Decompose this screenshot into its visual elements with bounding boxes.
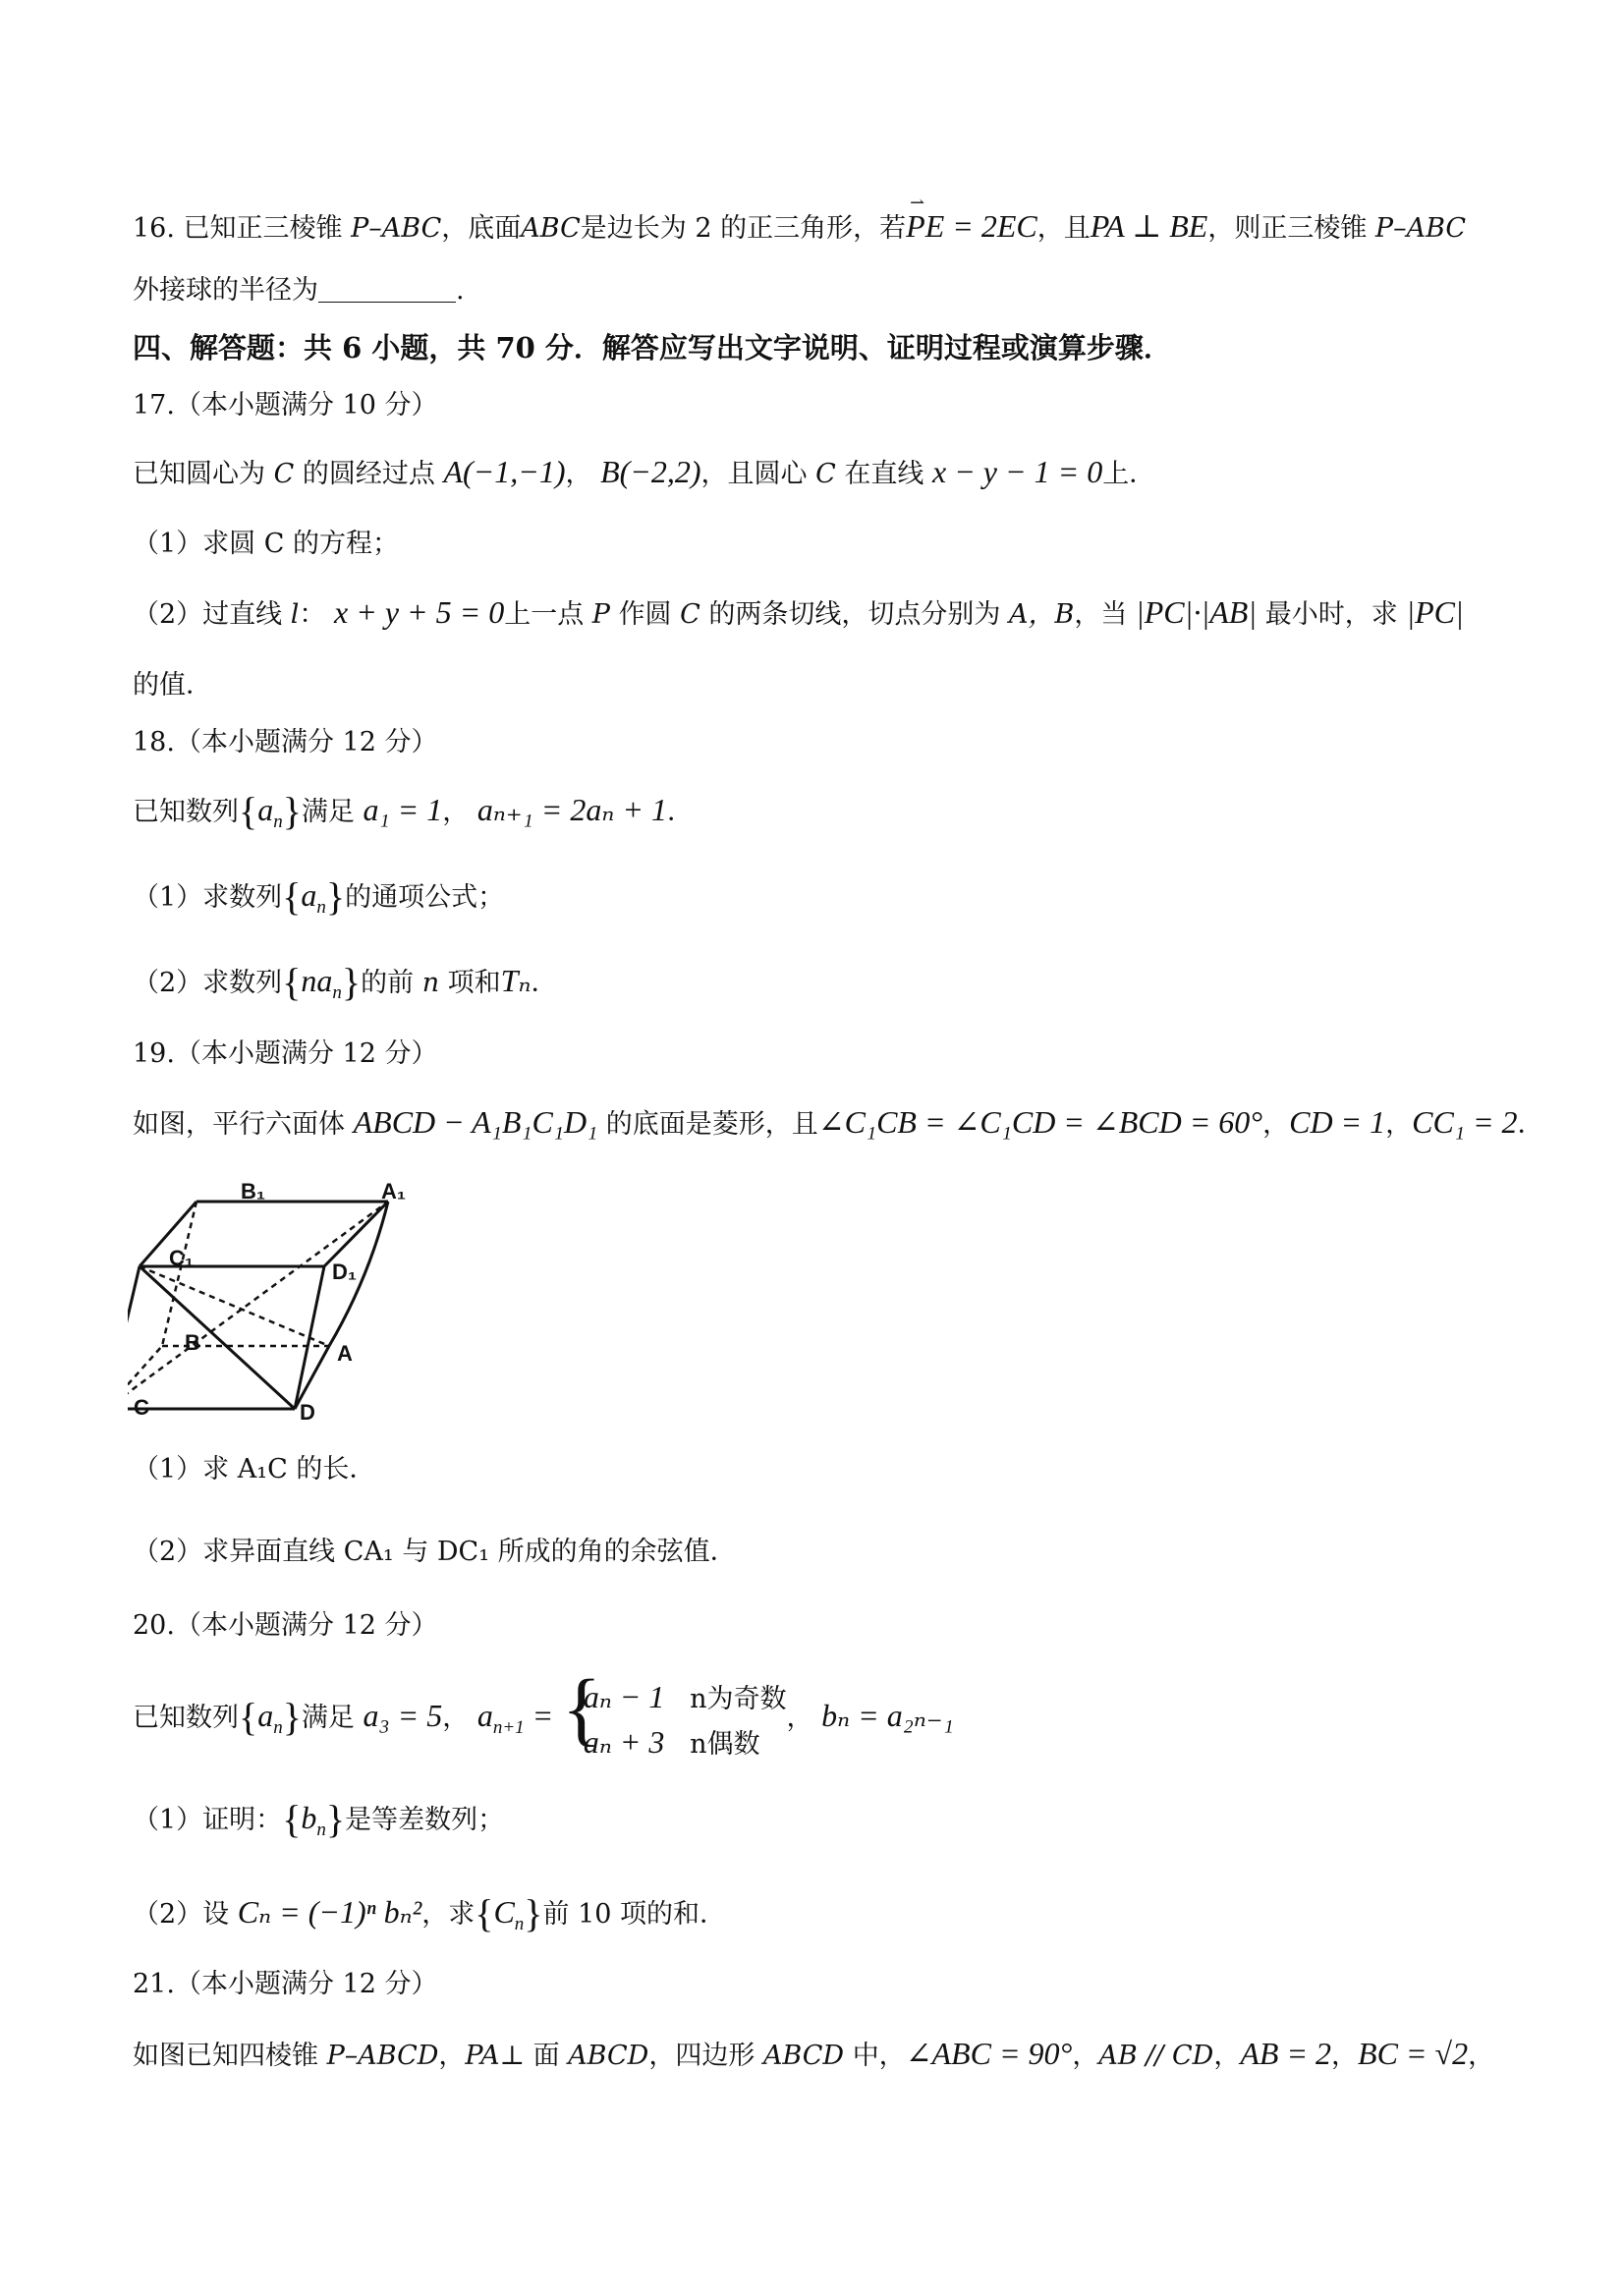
q17-var: C [273,459,295,489]
q21-text: ， [1331,2041,1359,2071]
q20-text: 前 10 项的和． [542,1899,727,1930]
q18-text: 的通项公式； [345,882,505,913]
q18-text: 项和 [447,968,501,998]
q19-part2: （2）求异面直线 CA₁ 与 DC₁ 所成的角的余弦值． [133,1537,737,1567]
case-cond: n为奇数 [690,1683,787,1714]
q21-pyramid: P–ABCD [326,2041,439,2071]
right-angle: ∠ABC = 90° [905,2036,1073,2071]
q18-text: ， [442,797,470,827]
q20-text: ， [786,1703,813,1733]
vertex-label-c: C [134,1395,149,1420]
vertex-label-d: D [300,1400,315,1425]
right-brace: } [325,874,346,919]
q20-text: （1）证明： [133,1805,283,1835]
vector-equation [906,208,1037,244]
q21-stem [133,2036,1494,2074]
q16-text: 的正三角形，若 [720,213,907,244]
q17-text: 在直线 [844,459,924,489]
q17-text: 的两条切线，切点分别为 [708,599,1001,630]
recurrence: aₙ₊₁ = 2aₙ + 1 [476,792,667,827]
q17-text: 上． [1102,459,1156,489]
q21-var: PA [465,2041,500,2071]
initial-term: a₁ = 1 [363,792,443,827]
q17-text: ，且圆心 [700,459,808,489]
left-brace: { [282,874,302,919]
q18-header: 18.（本小题满分 12 分） [133,727,438,757]
q16-text: ，则正三棱锥 [1207,213,1368,244]
parallel-condition: AB // CD [1098,2041,1214,2071]
q19-header: 19.（本小题满分 12 分） [133,1038,438,1069]
q16-text: . [456,275,465,306]
q17-text: 作圆 [618,599,672,630]
right-brace: } [325,1797,346,1841]
angle-conditions: ∠C₁CB = ∠C₁CD = ∠BCD = 60° [817,1104,1263,1140]
q17-part2 [133,594,1464,633]
cc1-length: CC₁ = 2 [1412,1104,1518,1140]
cn-definition: Cₙ = (−1)ⁿ bₙ² [237,1894,422,1930]
q17-var: A，B [1009,599,1075,630]
q21-text: 中， [852,2041,906,2071]
sequence-an: $a_n$ [257,792,283,832]
q17-text: 已知圆心为 [133,459,265,489]
product-expression: |PC|·|AB| [1135,594,1258,630]
q21-header: 21.（本小题满分 12 分） [133,1969,438,1999]
case-cond: n偶数 [690,1728,760,1760]
vector-equation-text: ⇀ PE = 2EC [906,208,1037,244]
q18-var: n [421,968,440,998]
left-brace: { [282,1797,302,1841]
q16-text: 外接球的半径为 [133,275,318,306]
q21-text: ， [1072,2041,1099,2071]
vertex-label-a1: A₁ [381,1179,406,1204]
q17-text: ，当 [1074,599,1128,630]
pc-abs: |PC| [1406,594,1464,630]
q16-line1 [133,208,1466,247]
perpendicular-condition: PA ⊥ BE [1090,208,1208,244]
a3-value: a₃ = 5 [363,1698,443,1733]
q21-var: ABCD [568,2041,649,2071]
sequence-an: $a_n$ [301,877,326,918]
recurrence-lhs: $a_{n+1}$ = [476,1698,554,1738]
q19-stem [133,1104,1544,1143]
sequence-bn: $b_n$ [301,1800,326,1840]
q18-text: 的前 [361,968,415,998]
q20-text: （2）设 [133,1899,230,1930]
right-brace: } [282,789,302,833]
q16-pyramid: P–ABC [351,213,442,244]
q18-text: ． [531,968,558,998]
q21-text: ， [1213,2041,1241,2071]
q17-text: 的圆经过点 [302,459,435,489]
left-brace: { [239,1695,258,1739]
q17-text: 最小时，求 [1264,599,1398,630]
case-row-even [584,1719,787,1764]
q20-text: 是等差数列； [345,1805,505,1835]
left-brace: { [282,960,302,1004]
section-heading: 四、解答题：共 6 小题，共 70 分．解答应写出文字说明、证明过程或演算步骤． [133,331,1172,364]
q17-text: ， [565,459,592,489]
q16-line2 [133,273,465,308]
point-a: A(−1,−1) [443,454,566,489]
case-expr: aₙ + 3 [583,1723,665,1760]
answer-blank [318,276,456,303]
q18-text: （2）求数列 [133,968,283,998]
sequence-nan: $na_n$ [301,963,342,1003]
q19-text: 的底面是菱形，且 [605,1109,818,1140]
q20-text: ，求 [421,1899,476,1930]
right-brace: } [524,1891,543,1935]
left-brace: { [475,1891,494,1935]
cd-length: CD = 1 [1289,1104,1386,1140]
q18-part1 [133,874,505,925]
line-equation: x − y − 1 = 0 [932,454,1103,489]
bc-length: BC = √2 [1358,2036,1469,2071]
q20-text: 满足 [301,1703,355,1733]
vertex-label-a: A [337,1341,353,1366]
solid-name: ABCD − A₁B₁C₁D₁ [353,1104,598,1140]
parallelepiped-figure [128,1169,422,1415]
sequence-an: $a_n$ [257,1698,283,1738]
q18-text: 满足 [301,797,355,827]
q17-part1: （1）求圆 C 的方程； [133,529,400,559]
q17-var: C [680,599,700,630]
vertex-label-b1: B₁ [241,1179,265,1204]
q17-text: （2）过直线 [133,599,283,630]
q19-text: ， [1262,1109,1290,1140]
q20-part1 [133,1797,505,1848]
q18-part2 [133,960,558,1011]
q17-text: 上一点 [504,599,585,630]
vertex-label-d1: D₁ [332,1260,357,1284]
line-l-equation: x + y + 5 = 0 [334,594,505,630]
ab-length: AB = 2 [1240,2036,1332,2071]
q18-text: 已知数列 [133,797,239,827]
right-brace: } [341,960,362,1004]
q19-text: ． [1517,1109,1544,1140]
piecewise-cases [561,1662,787,1764]
vertex-label-b: B [185,1330,200,1355]
case-brace: { [561,1662,602,1755]
q21-var: ABCD [762,2041,845,2071]
q16-text: ，且 [1036,213,1091,244]
q17-var: l [290,599,300,630]
q20-text: ， [442,1703,470,1733]
q20-stem [133,1662,954,1761]
q20-header: 20.（本小题满分 12 分） [133,1610,438,1641]
q17-var: P [591,599,610,630]
q17-part2-cont: 的值． [133,670,212,700]
q21-text: ，四边形 [648,2041,756,2071]
q16-text: 16. 已知正三棱锥 [133,213,343,244]
q16-base: ABC [521,213,581,244]
vertex-label-c1: C₁ [169,1246,194,1270]
sum-tn: Tₙ [500,963,532,998]
left-brace: { [239,789,258,833]
q20-text: 已知数列 [133,1703,239,1733]
q19-part1: （1）求 A₁C 的长． [133,1454,376,1484]
case-row-odd [584,1674,787,1719]
sequence-cn: $C_n$ [493,1894,525,1934]
q21-text: ⊥ 面 [499,2041,560,2071]
q19-text: 如图，平行六面体 [133,1109,345,1140]
point-b: B(−2,2) [600,454,701,489]
q17-stem [133,454,1155,492]
bn-definition: bₙ = a₂ₙ₋₁ [821,1698,954,1733]
q16-pyramid: P–ABC [1374,213,1467,244]
right-brace: } [282,1695,302,1739]
q21-text: ， [1468,2041,1495,2071]
q18-text: （1）求数列 [133,882,283,913]
q21-text: 如图已知四棱锥 [133,2041,318,2071]
q17-var: C [815,459,836,489]
q16-text: ，底面 [441,213,522,244]
q16-text: 是边长为 [580,213,687,244]
q18-text: ． [666,797,694,827]
q19-text: ， [1385,1109,1413,1140]
q21-text: ， [438,2041,466,2071]
q16-length: 2 [695,213,712,244]
q17-header: 17.（本小题满分 10 分） [133,390,438,420]
q18-stem [133,789,694,840]
q20-part2 [133,1891,727,1942]
case-expr: aₙ − 1 [583,1678,665,1714]
q17-text: ： [299,599,326,630]
